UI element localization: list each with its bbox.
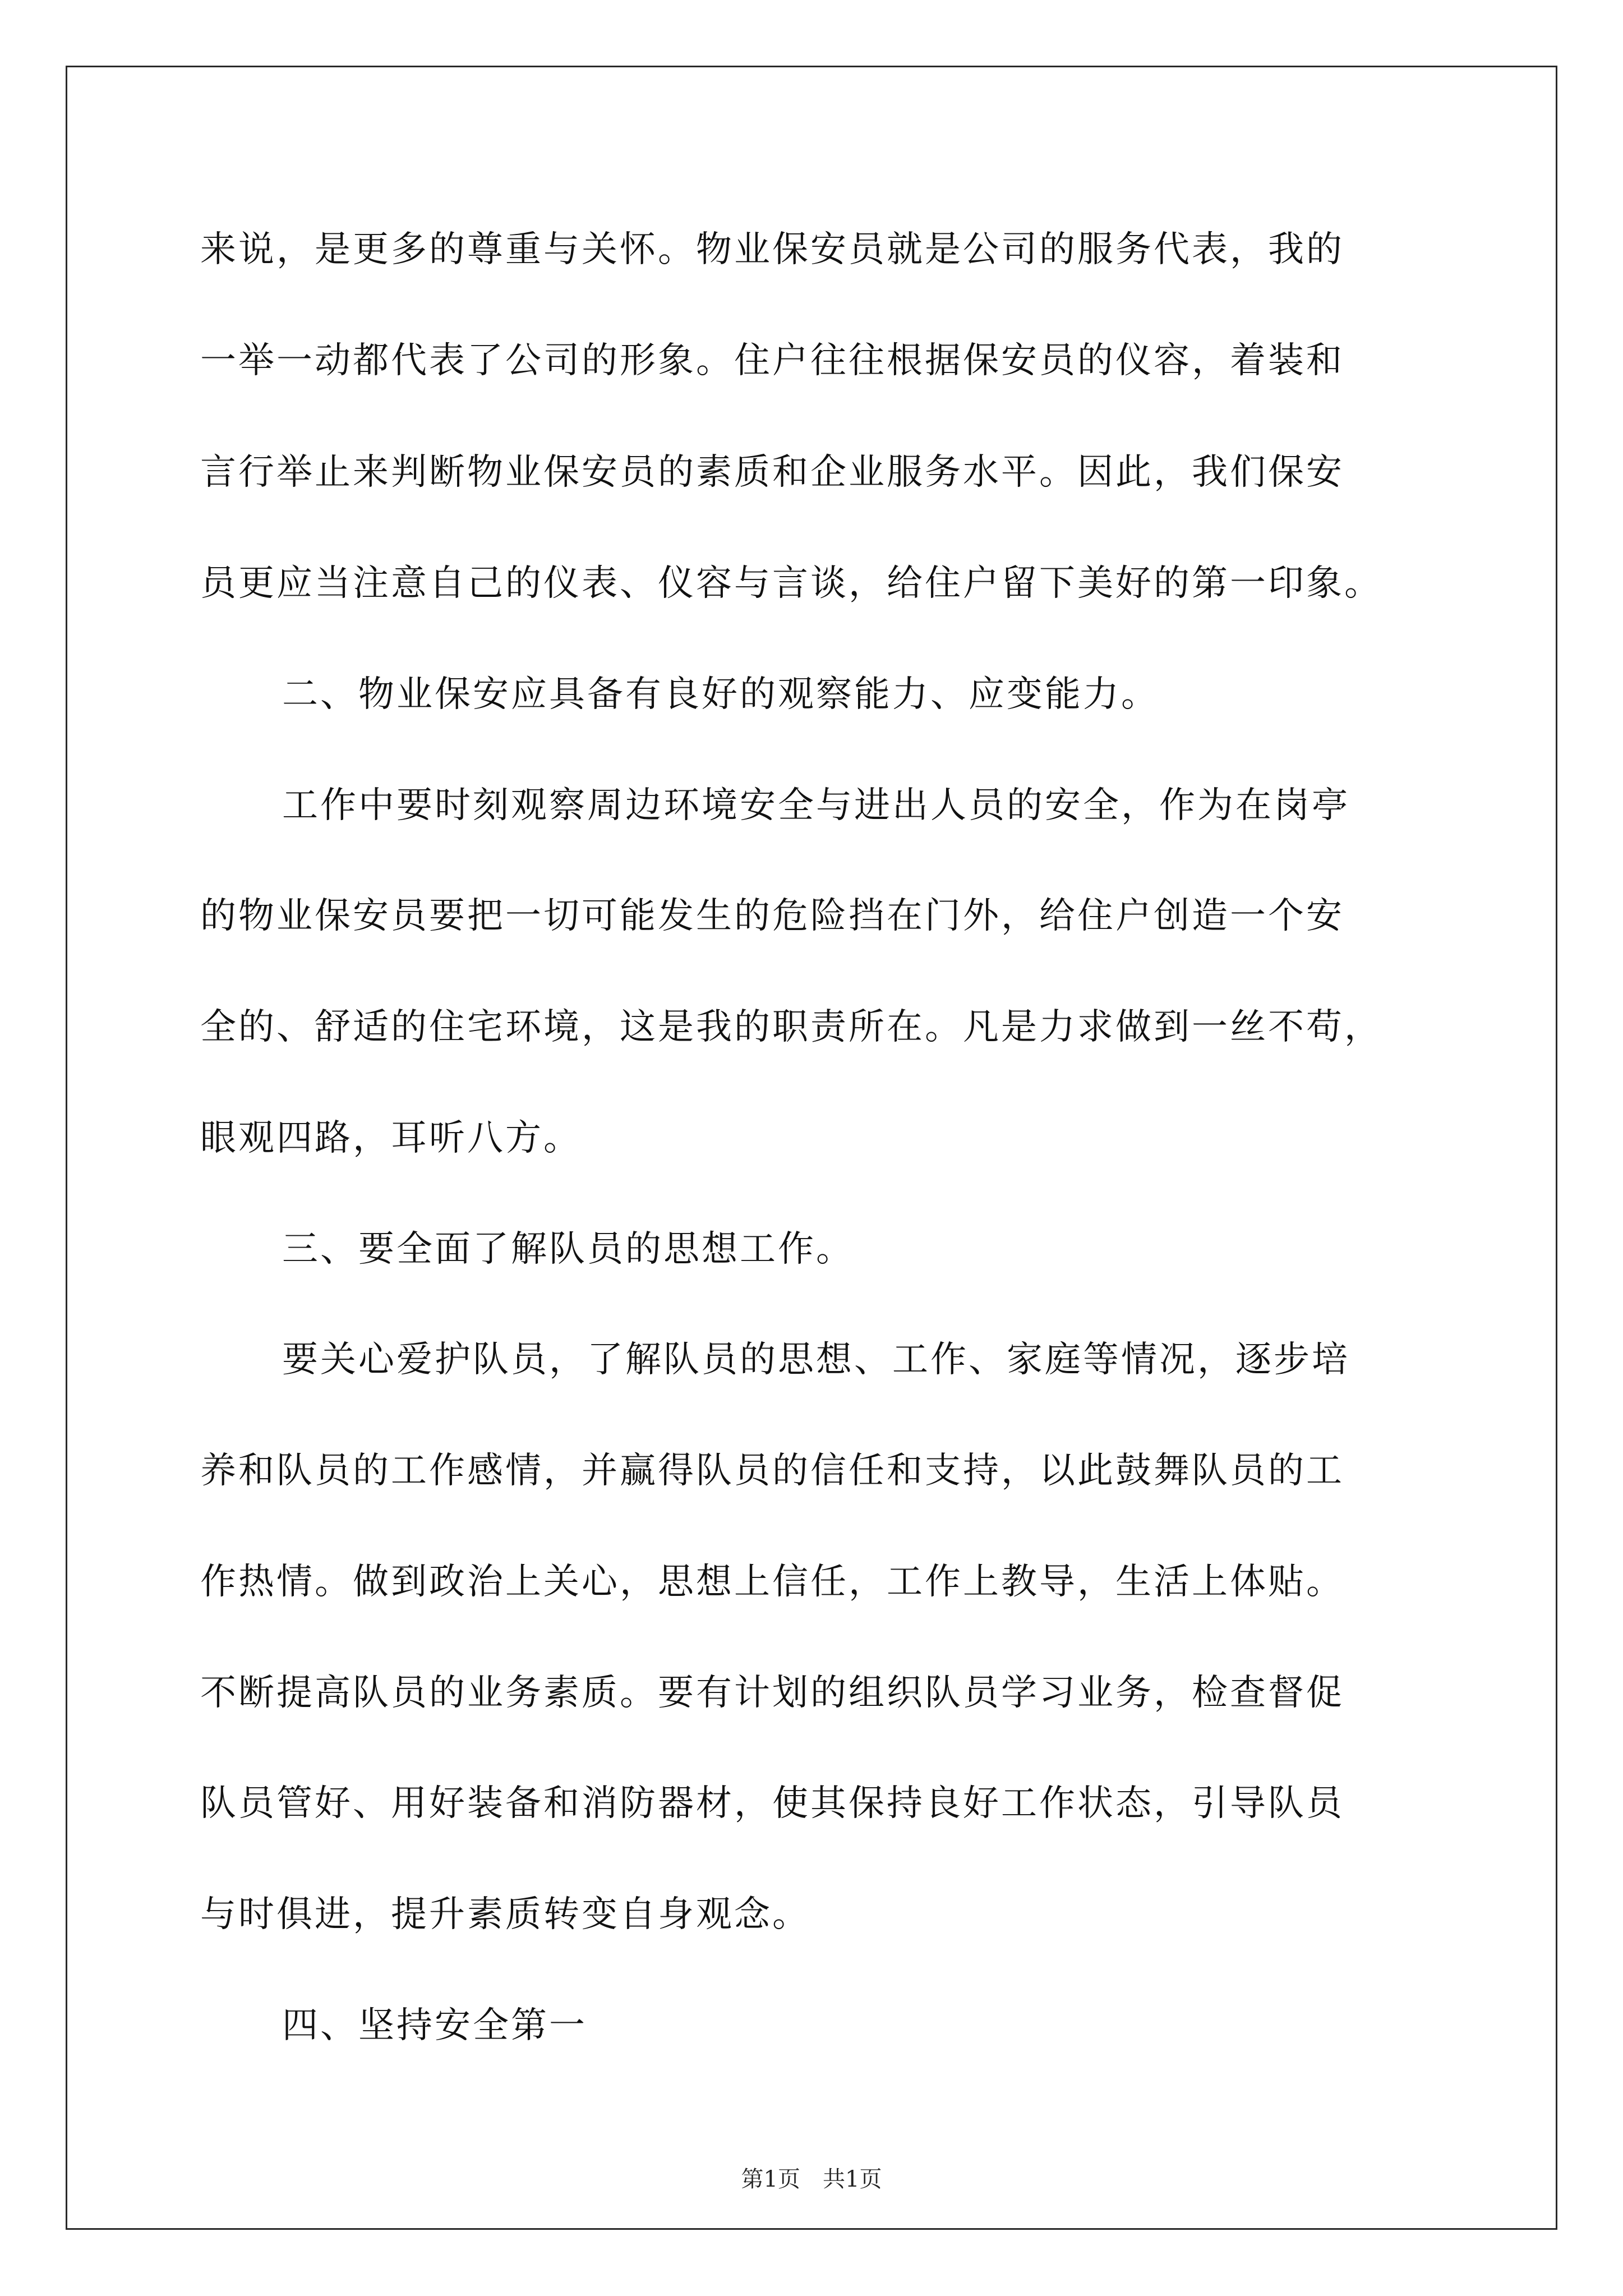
section-heading: 三、要全面了解队员的思想工作。 [282,1228,854,1270]
paragraph-line: 养和队员的工作感情，并赢得队员的信任和支持，以此鼓舞队员的工 [200,1450,1344,1492]
section-heading: 四、坚持安全第一 [282,2005,587,2046]
paragraph-line: 眼观四路，耳听八方。 [200,1117,582,1159]
page-footer: 第1页 共1页 [741,2166,882,2192]
paragraph-line: 一举一动都代表了公司的形象。住户往往根据保安员的仪容，着装和 [200,340,1344,381]
paragraph-line: 要关心爱护队员，了解队员的思想、工作、家庭等情况，逐步培 [282,1339,1350,1381]
paragraph-line: 作热情。做到政治上关心，思想上信任，工作上教导，生活上体贴。 [200,1561,1344,1603]
paragraph-line: 员更应当注意自己的仪表、仪容与言谈，给住户留下美好的第一印象。 [200,563,1382,604]
paragraph-line: 工作中要时刻观察周边环境安全与进出人员的安全，作为在岗亭 [282,785,1350,826]
paragraph-line: 与时俱进，提升素质转变自身观念。 [200,1894,810,1935]
paragraph-line: 全的、舒适的住宅环境，这是我的职责所在。凡是力求做到一丝不苟， [200,1006,1382,1048]
paragraph-line: 来说，是更多的尊重与关怀。物业保安员就是公司的服务代表，我的 [200,229,1344,270]
section-heading: 二、物业保安应具备有良好的观察能力、应变能力。 [282,674,1159,715]
paragraph-line: 队员管好、用好装备和消防器材，使其保持良好工作状态，引导队员 [200,1783,1344,1824]
paragraph-line: 不断提高队员的业务素质。要有计划的组织队员学习业务，检查督促 [200,1672,1344,1714]
paragraph-line: 言行举止来判断物业保安员的素质和企业服务水平。因此，我们保安 [200,452,1344,493]
paragraph-line: 的物业保安员要把一切可能发生的危险挡在门外，给住户创造一个安 [200,895,1344,937]
